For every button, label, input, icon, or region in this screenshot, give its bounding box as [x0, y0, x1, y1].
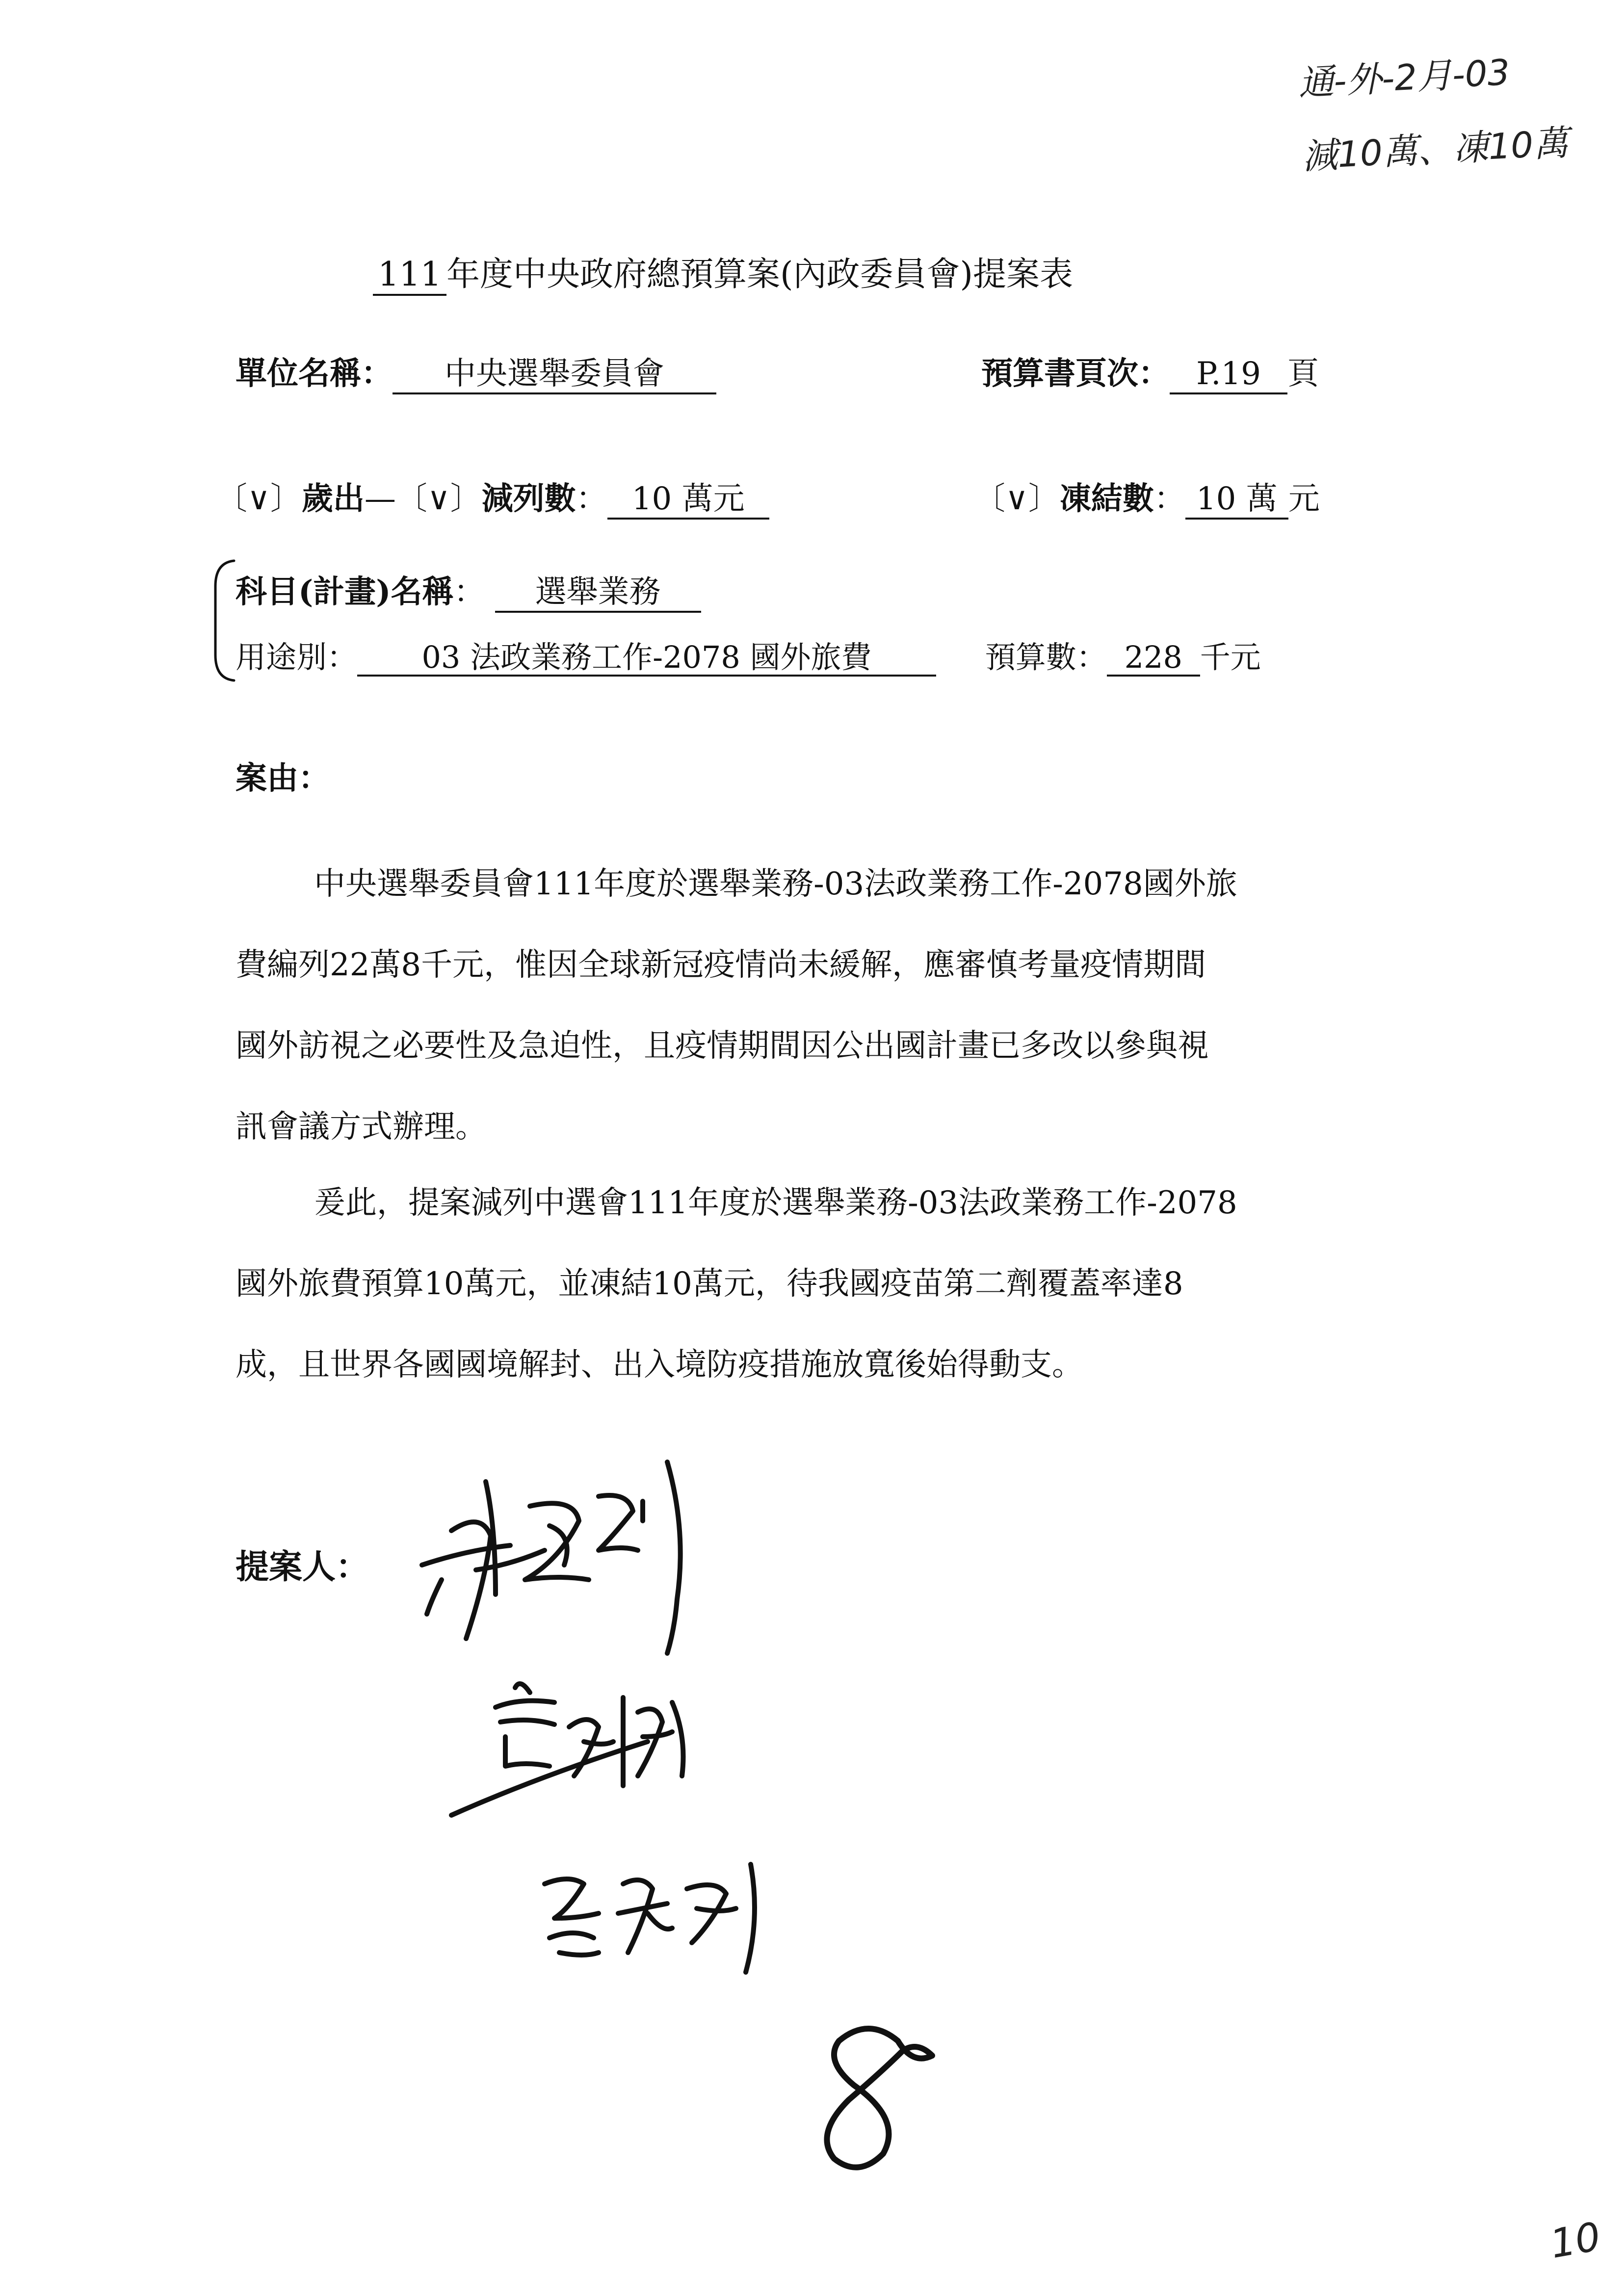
freeze-value-number: 10 — [1196, 481, 1236, 517]
budget-page-row — [981, 348, 1319, 394]
action-row — [216, 473, 769, 520]
dash: — — [364, 481, 396, 517]
freeze-checkbox: 〔∨〕 — [974, 481, 1060, 517]
purpose-label: 用途別： — [236, 639, 358, 675]
unit-value: 中央選舉委員會 — [393, 356, 716, 394]
purpose-budget-label: 預算數： — [985, 639, 1107, 675]
paragraph-1-line-1: 中央選舉委員會111年度於選舉業務-03法政業務工作-2078國外旅 — [314, 866, 1237, 902]
subject-label: 科目(計畫)名稱 — [236, 574, 454, 610]
title-year: 111 — [373, 256, 446, 296]
signature-1 — [412, 1452, 707, 1668]
reason-label: 案由： — [236, 760, 330, 797]
expense-checkbox: 〔∨〕 — [216, 481, 302, 517]
reduce-value-unit: 萬元 — [681, 481, 745, 517]
handwritten-note-line1: 通-外-2月-03 — [1297, 51, 1511, 104]
reduce-value-number: 10 — [631, 481, 672, 517]
subject-value: 選舉業務 — [495, 574, 701, 613]
freeze-colon: ： — [1153, 481, 1185, 517]
reduce-label: 減列數 — [481, 480, 576, 517]
unit-row — [236, 348, 716, 394]
budget-page-suffix: 頁 — [1287, 356, 1319, 392]
purpose-value: 03 法政業務工作-2078 國外旅費 — [357, 640, 936, 677]
subject-row — [236, 567, 701, 613]
title-text: 年度中央政府總預算案(內政委員會)提案表 — [446, 255, 1074, 294]
signature-2 — [442, 1668, 746, 1830]
proposer-label: 提案人： — [236, 1547, 369, 1587]
paragraph-1-line-3: 國外訪視之必要性及急迫性，且疫情期間因公出國計畫已多改以參與視 — [236, 1028, 1209, 1064]
purpose-budget-unit: 千元 — [1200, 639, 1261, 675]
paragraph-2-line-2: 國外旅費預算10萬元，並凍結10萬元，待我國疫苗第二劑覆蓋率達8 — [236, 1266, 1183, 1302]
budget-page-value: P.19 — [1170, 356, 1287, 394]
bracket-mark — [209, 557, 238, 684]
reason-paragraph-1 — [236, 844, 1433, 1168]
freeze-unit-tail: 元 — [1288, 481, 1320, 517]
handwritten-note-line2: 減10萬、凍10萬 — [1301, 122, 1570, 178]
paragraph-2-line-3: 成，且世界各國國境解封、出入境防疫措施放寬後始得動支。 — [236, 1347, 1083, 1383]
reason-paragraph-2 — [236, 1163, 1433, 1406]
reduce-colon: ： — [576, 481, 607, 517]
handwritten-note — [1297, 32, 1571, 193]
reduce-checkbox: 〔∨〕 — [395, 481, 482, 517]
freeze-label: 凍結數 — [1059, 480, 1154, 517]
paragraph-1-line-2: 費編列22萬8千元，惟因全球新冠疫情尚未緩解，應審慎考量疫情期間 — [236, 947, 1206, 983]
paragraph-2-line-1: 爰此，提案減列中選會111年度於選舉業務-03法政業務工作-2078 — [314, 1185, 1237, 1221]
purpose-row — [236, 633, 1261, 677]
freeze-value: 10 萬 — [1185, 481, 1288, 520]
unit-label: 單位名稱： — [236, 355, 393, 392]
subject-colon: ： — [453, 574, 485, 610]
purpose-budget-value: 228 — [1107, 640, 1200, 677]
signature-3 — [530, 1854, 785, 1977]
paragraph-1-line-4: 訊會議方式辦理。 — [236, 1109, 487, 1145]
budget-page-label: 預算書頁次： — [981, 355, 1170, 392]
reduce-value — [607, 481, 769, 520]
handwritten-page-number — [795, 2021, 952, 2178]
page-title — [373, 248, 1073, 296]
expense-label: 歲出 — [301, 480, 365, 517]
corner-number: 10 — [1546, 2213, 1604, 2268]
freeze-row — [974, 473, 1320, 520]
